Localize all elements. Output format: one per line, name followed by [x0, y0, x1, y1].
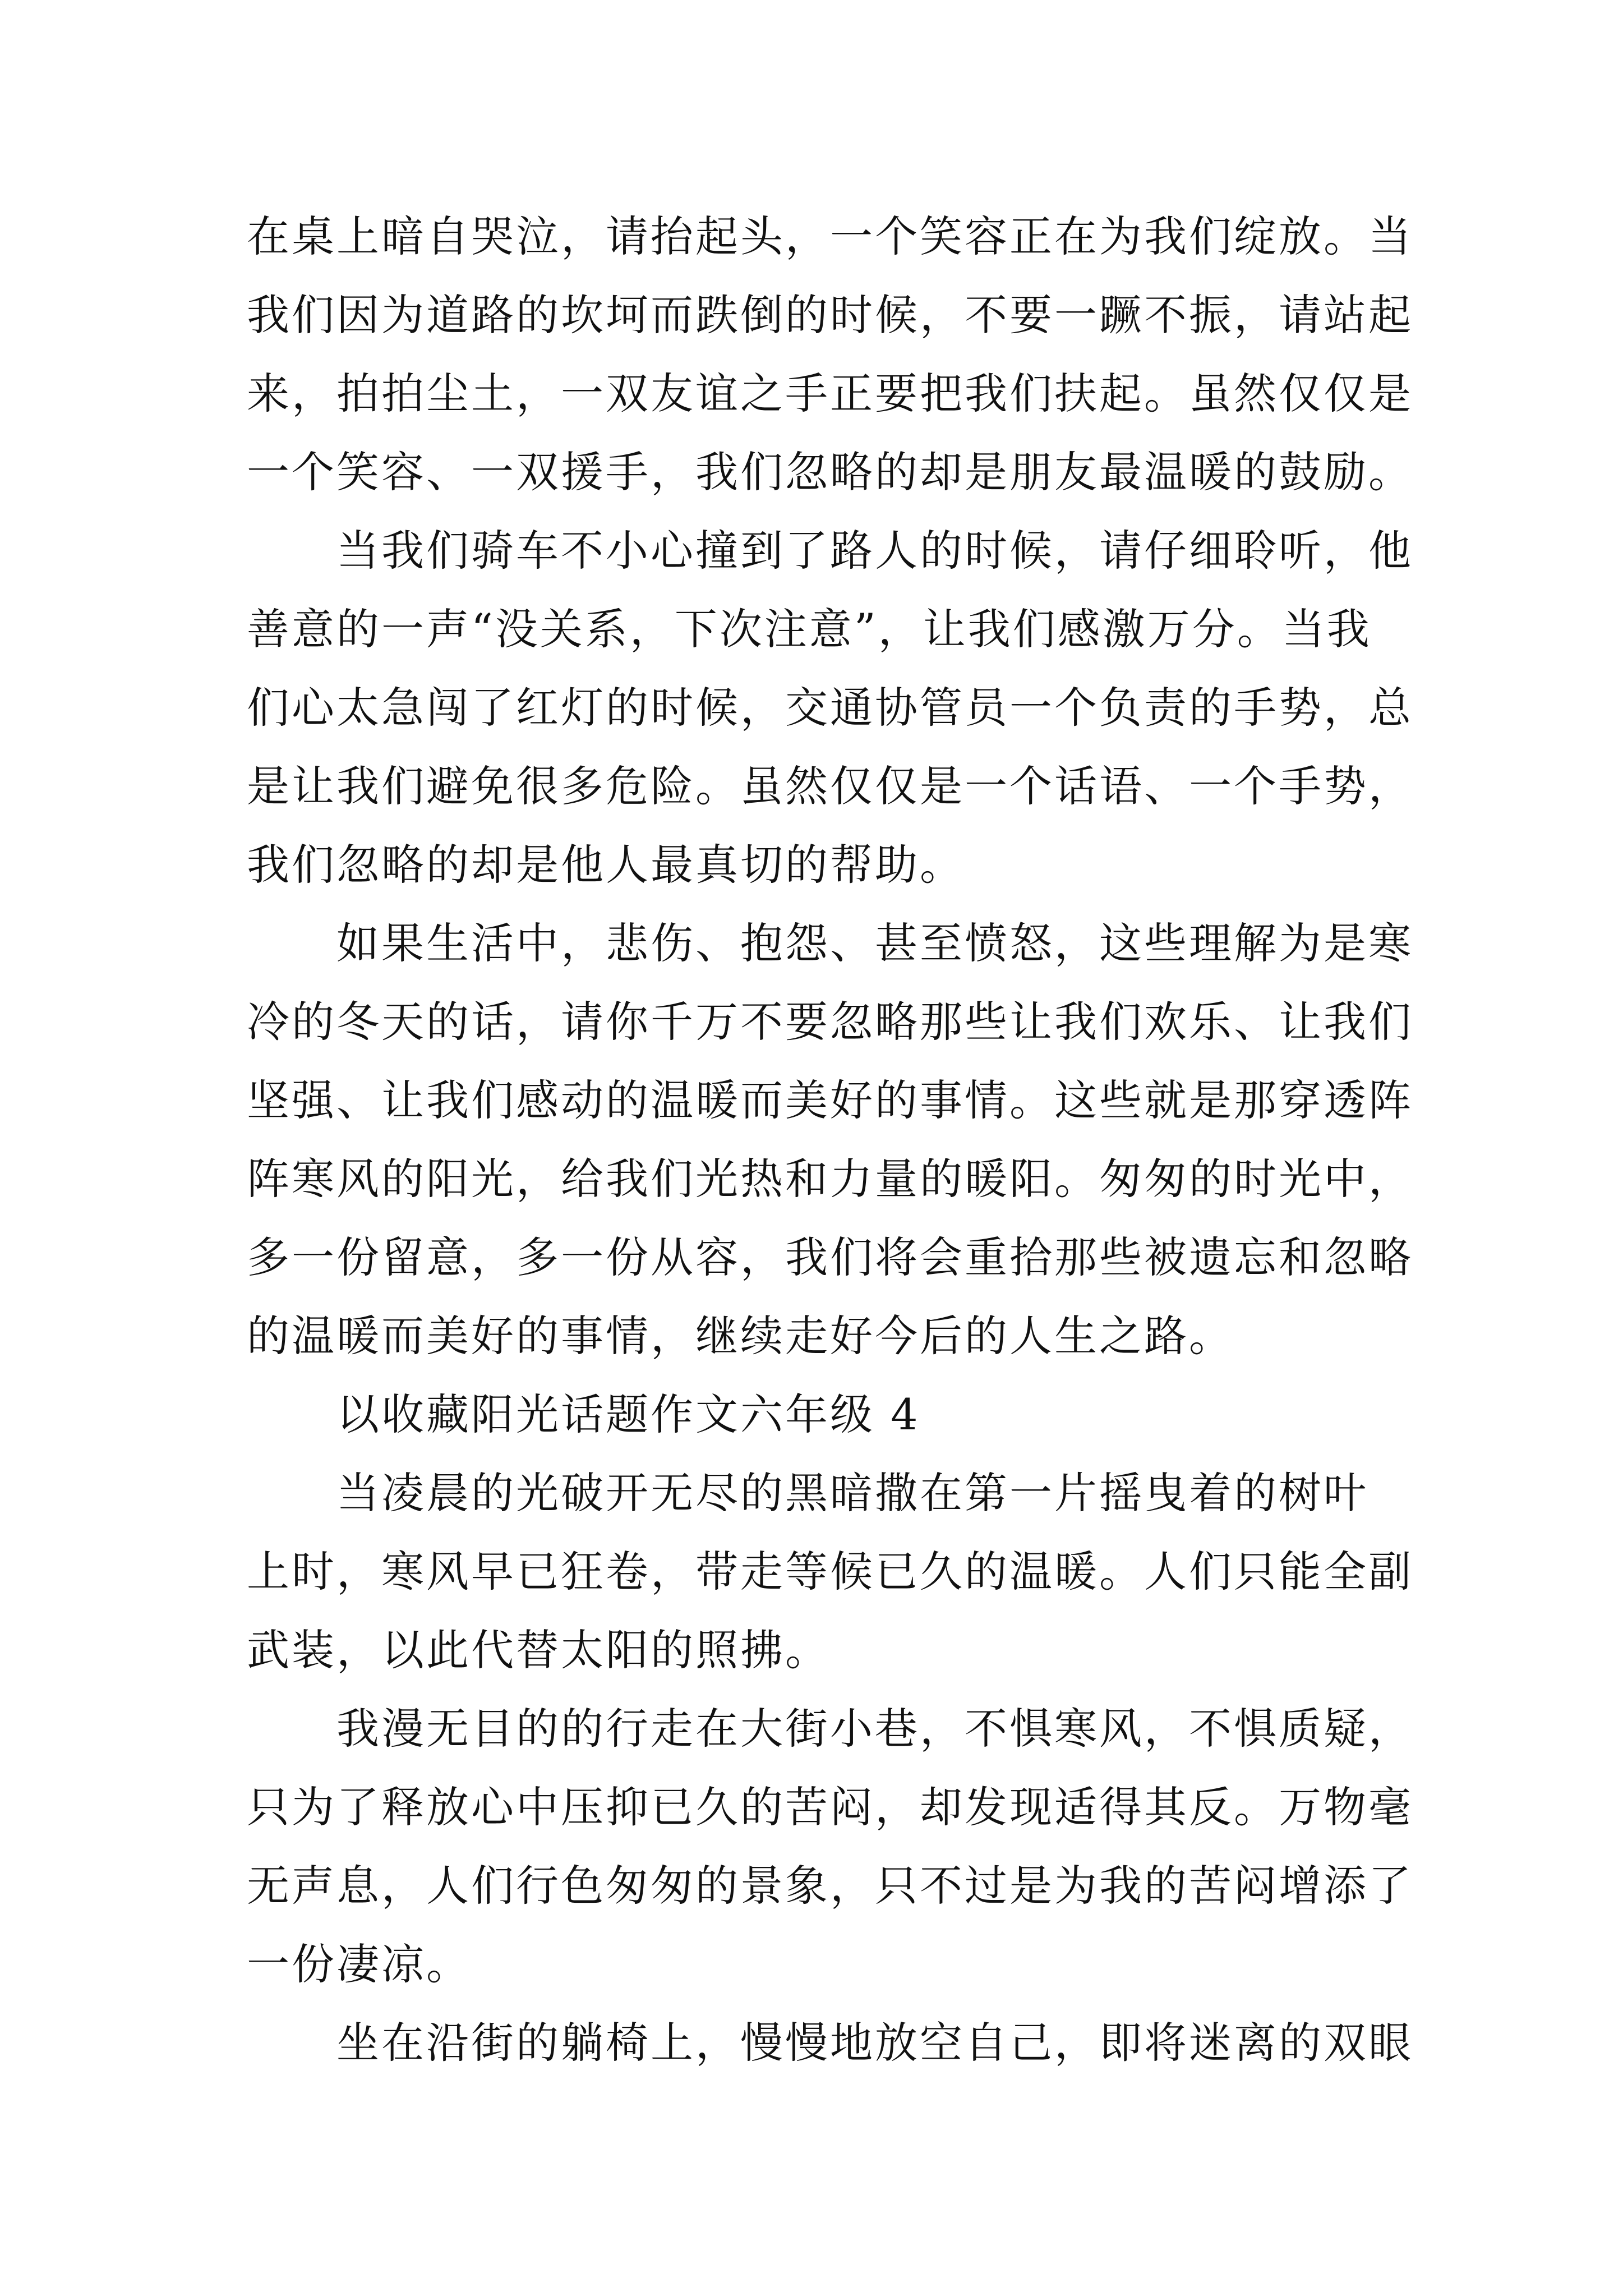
text-line: 的温暖而美好的事情，继续走好今后的人生之路。 — [247, 1311, 1234, 1361]
text-line: 坐在沿街的躺椅上，慢慢地放空自己，即将迷离的双眼 — [336, 2018, 1413, 2068]
text-line: 无声息，人们行色匆匆的景象，只不过是为我的苦闷增添了 — [247, 1861, 1413, 1911]
section-heading: 以收藏阳光话题作文六年级 4 — [336, 1389, 920, 1439]
text-line: 我们因为道路的坎坷而跌倒的时候，不要一蹶不振，请站起 — [247, 290, 1413, 340]
text-line: 们心太急闯了红灯的时候，交通协管员一个负责的手势，总 — [247, 683, 1413, 733]
text-line: 阵寒风的阳光，给我们光热和力量的暖阳。匆匆的时光中， — [247, 1154, 1413, 1204]
text-line: 当凌晨的光破开无尽的黑暗撒在第一片摇曳着的树叶 — [336, 1468, 1368, 1518]
text-line: 冷的冬天的话，请你千万不要忽略那些让我们欢乐、让我们 — [247, 997, 1413, 1047]
text-line: 在桌上暗自哭泣，请抬起头，一个笑容正在为我们绽放。当 — [247, 211, 1413, 261]
text-line: 善意的一声“没关系，下次注意”，让我们感激万分。当我 — [247, 604, 1372, 654]
text-line: 坚强、让我们感动的温暖而美好的事情。这些就是那穿透阵 — [247, 1075, 1413, 1125]
text-line: 我们忽略的却是他人最真切的帮助。 — [247, 840, 965, 890]
text-line: 多一份留意，多一份从容，我们将会重拾那些被遗忘和忽略 — [247, 1232, 1413, 1282]
text-line: 我漫无目的的行走在大街小巷，不惧寒风，不惧质疑， — [336, 1704, 1413, 1754]
text-line: 一份凄凉。 — [247, 1939, 471, 1989]
text-line: 当我们骑车不小心撞到了路人的时候，请仔细聆听，他 — [336, 526, 1413, 576]
text-line: 武装，以此代替太阳的照拂。 — [247, 1625, 830, 1675]
text-line: 只为了释放心中压抑已久的苦闷，却发现适得其反。万物毫 — [247, 1782, 1413, 1832]
text-line: 一个笑容、一双援手，我们忽略的却是朋友最温暖的鼓励。 — [247, 447, 1413, 497]
text-line: 是让我们避免很多危险。虽然仅仅是一个话语、一个手势， — [247, 761, 1413, 811]
document-body — [247, 197, 1413, 2082]
text-line: 如果生活中，悲伤、抱怨、甚至愤怒，这些理解为是寒 — [336, 918, 1413, 968]
text-line: 上时，寒风早已狂卷，带走等候已久的温暖。人们只能全副 — [247, 1547, 1413, 1596]
text-line: 来，拍拍尘土，一双友谊之手正要把我们扶起。虽然仅仅是 — [247, 369, 1413, 418]
